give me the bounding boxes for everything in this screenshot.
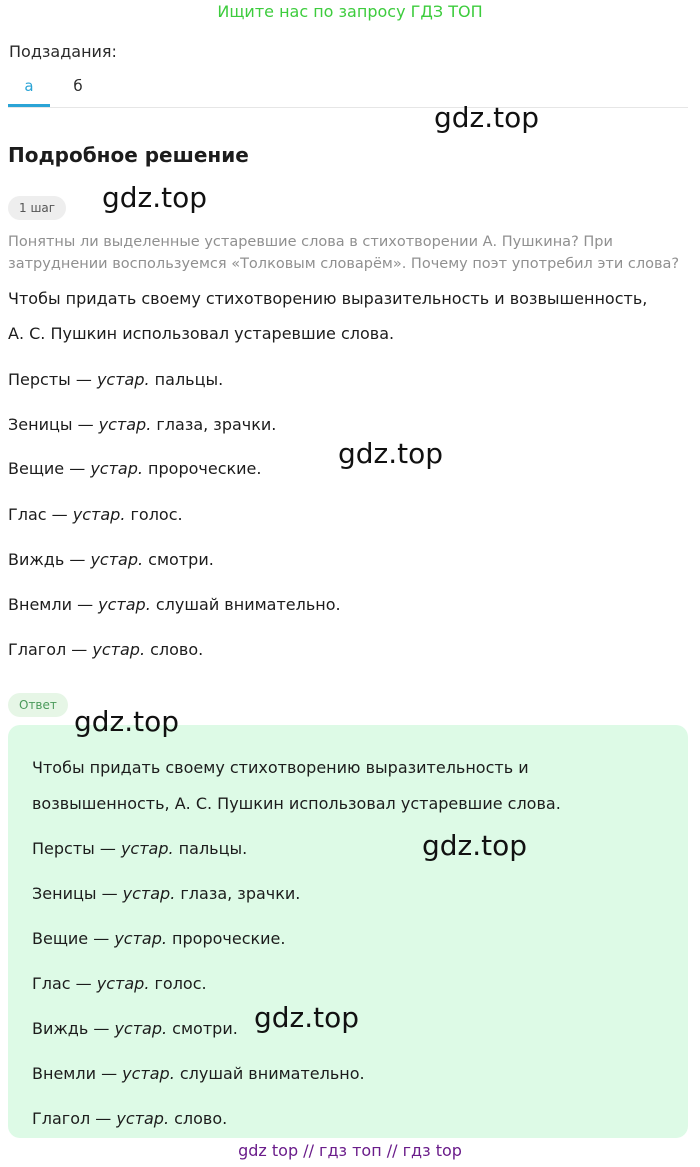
answer-entry: [32, 884, 300, 903]
promo-banner: Ищите нас по запросу ГДЗ ТОП: [217, 2, 483, 21]
watermark: gdz.top: [74, 705, 180, 738]
answer-intro-line-2: возвышенность, А. С. Пушкин использовал устаревшие слова.: [32, 794, 561, 813]
tab-b[interactable]: б: [73, 77, 83, 95]
entry-abbr: устар.: [120, 839, 174, 858]
answer-intro-line-1: Чтобы придать своему стихотворению выразительность и: [32, 758, 529, 777]
entry-meaning: пальцы.: [149, 370, 224, 389]
entry-meaning: слушай внимательно.: [150, 595, 341, 614]
subtask-tabs: [8, 70, 688, 108]
entry-meaning: голос.: [125, 505, 183, 524]
task-text-line-2: затруднении воспользуемся «Толковым словарём». Почему поэт употребил эти слова?: [8, 256, 680, 272]
entry-meaning: глаза, зрачки.: [175, 884, 301, 903]
solution-entry: [8, 370, 223, 389]
entry-word: Глас —: [8, 505, 73, 524]
entry-abbr: устар.: [122, 1064, 175, 1083]
entry-word: Глас —: [32, 974, 97, 993]
entry-abbr: устар.: [98, 595, 151, 614]
entry-word: Вещие —: [8, 459, 91, 478]
step-badge: 1 шаг: [8, 196, 66, 220]
entry-word: Зеницы —: [8, 415, 99, 434]
task-text-line-1: Понятны ли выделенные устаревшие слова в стихотворении А. Пушкина? При: [8, 234, 613, 250]
tab-a[interactable]: а: [8, 70, 50, 107]
entry-meaning: смотри.: [143, 550, 214, 569]
watermark: gdz.top: [434, 101, 540, 134]
entry-word: Виждь —: [8, 550, 91, 569]
entry-meaning: слово.: [169, 1109, 228, 1128]
answer-entry: [32, 974, 207, 993]
entry-abbr: устар.: [72, 505, 126, 524]
watermark: gdz.top: [422, 829, 528, 862]
entry-abbr: устар.: [122, 884, 176, 903]
answer-entry: [32, 839, 247, 858]
entry-meaning: глаза, зрачки.: [151, 415, 277, 434]
answer-entry: [32, 1109, 227, 1128]
solution-entry: [8, 595, 341, 614]
task-text: [8, 231, 688, 275]
entry-abbr: устар.: [90, 550, 144, 569]
entry-abbr: устар.: [116, 1109, 170, 1128]
entry-abbr: устар.: [114, 929, 167, 948]
watermark: gdz.top: [102, 181, 208, 214]
entry-word: Глагол —: [8, 640, 93, 659]
entry-meaning: слово.: [145, 640, 204, 659]
watermark: gdz.top: [338, 437, 444, 470]
solution-entry: [8, 550, 214, 569]
entry-word: Персты —: [8, 370, 97, 389]
entry-word: Персты —: [32, 839, 121, 858]
entry-word: Глагол —: [32, 1109, 117, 1128]
entry-meaning: пророческие.: [166, 929, 286, 948]
entry-word: Внемли —: [32, 1064, 123, 1083]
solution-entry: [8, 459, 261, 478]
footer-links[interactable]: gdz top // гдз топ // гдз top: [238, 1141, 462, 1160]
entry-word: Виждь —: [32, 1019, 115, 1038]
solution-entry: [8, 415, 276, 434]
watermark: gdz.top: [254, 1001, 360, 1034]
entry-meaning: смотри.: [167, 1019, 238, 1038]
entry-word: Внемли —: [8, 595, 99, 614]
entry-abbr: устар.: [114, 1019, 168, 1038]
entry-meaning: пророческие.: [142, 459, 262, 478]
answer-entry: [32, 1019, 238, 1038]
entry-word: Вещие —: [32, 929, 115, 948]
entry-abbr: устар.: [90, 459, 143, 478]
answer-entry: [32, 1064, 365, 1083]
solution-entry: [8, 640, 203, 659]
solution-intro-line-1: Чтобы придать своему стихотворению выразительность и возвышенность,: [8, 289, 648, 308]
solution-intro-line-2: А. С. Пушкин использовал устаревшие слова.: [8, 324, 395, 343]
entry-abbr: устар.: [96, 974, 150, 993]
answer-entry: [32, 929, 285, 948]
entry-meaning: слушай внимательно.: [174, 1064, 365, 1083]
solution-entry: [8, 505, 183, 524]
subtasks-label: Подзадания:: [9, 42, 117, 61]
entry-abbr: устар.: [96, 370, 150, 389]
entry-abbr: устар.: [92, 640, 146, 659]
answer-badge: Ответ: [8, 693, 68, 717]
section-title: Подробное решение: [8, 143, 249, 167]
entry-abbr: устар.: [98, 415, 152, 434]
entry-word: Зеницы —: [32, 884, 123, 903]
entry-meaning: пальцы.: [173, 839, 248, 858]
entry-meaning: голос.: [149, 974, 207, 993]
